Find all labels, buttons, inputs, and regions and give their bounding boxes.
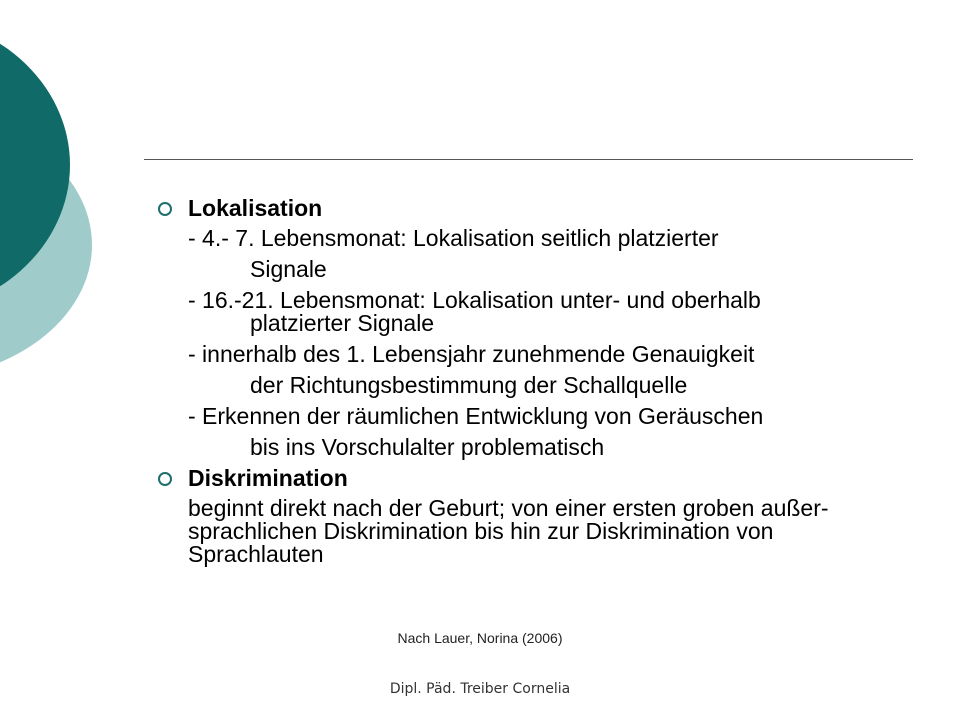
body-line: sprachlichen Diskrimination bis hin zur Diskrimination von (188, 518, 774, 544)
body-line: - innerhalb des 1. Lebensjahr zunehmende Genauigkeit (188, 341, 755, 367)
circle-bullet-icon (158, 472, 172, 486)
body-line: Signale (250, 256, 327, 282)
body-line: der Richtungsbestimmung der Schallquelle (250, 372, 688, 398)
body-line: platzierter Signale (250, 310, 435, 336)
section-diskrimination (158, 463, 948, 493)
body-line: beginnt direkt nach der Geburt; von einer ersten groben außer- (188, 495, 829, 521)
body-line: Sprachlauten (188, 541, 324, 567)
decorative-circles (0, 0, 110, 380)
citation: Nach Lauer, Norina (2006) (397, 630, 563, 646)
body-line: - 16.-21. Lebensmonat: Lokalisation unter- und oberhalb (188, 287, 761, 313)
circle-bullet-icon (158, 202, 172, 216)
section-heading: Lokalisation (188, 195, 323, 221)
section-heading: Diskrimination (188, 465, 348, 491)
body-line: bis ins Vorschulalter problematisch (250, 434, 605, 460)
body-line: - 4.- 7. Lebensmonat: Lokalisation seitlich platzierter (188, 225, 719, 251)
author-footer: Dipl. Päd. Treiber Cornelia (389, 681, 571, 697)
body-line: - Erkennen der räumlichen Entwicklung von Geräuschen (188, 403, 764, 429)
title-divider (144, 159, 913, 160)
section-lokalisation (158, 193, 948, 223)
slide-body (158, 193, 948, 566)
